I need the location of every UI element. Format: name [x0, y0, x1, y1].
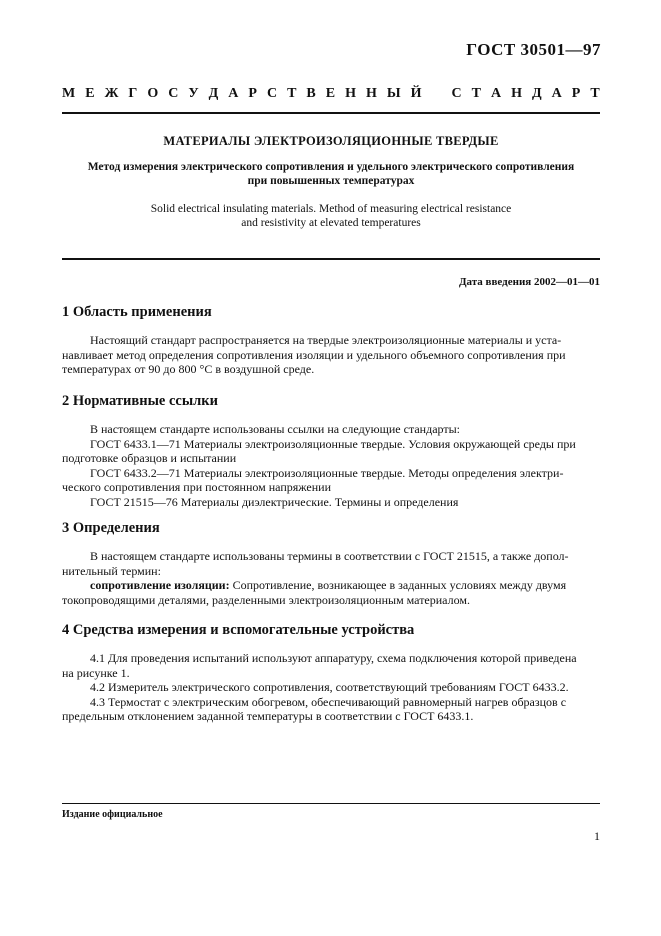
- banner-letter: С: [168, 86, 179, 101]
- english-title-line: and resistivity at elevated temperatures: [241, 217, 421, 229]
- title-rule: [62, 258, 600, 260]
- banner-letter: Н: [366, 86, 377, 101]
- banner-letter: Н: [345, 86, 356, 101]
- banner-letter: А: [491, 86, 502, 101]
- banner-letter: А: [551, 86, 562, 101]
- document-title: МАТЕРИАЛЫ ЭЛЕКТРОИЗОЛЯЦИОННЫЕ ТВЕРДЫЕ: [163, 134, 499, 148]
- section-1-text-line: Настоящий стандарт распространяется на твердые электроизоляционные материалы и уста-: [90, 333, 562, 347]
- banner-letter: Е: [85, 86, 95, 101]
- banner-letter: С: [451, 86, 462, 101]
- section-1-heading: 1 Область применения: [62, 304, 212, 320]
- banner-letter: Й: [410, 86, 422, 101]
- section-2-text-line: В настоящем стандарте использованы ссылки на следующие стандарты:: [90, 422, 461, 436]
- section-4-text-line: предельным отклонением заданной температуры в соответствии с ГОСТ 6433.1.: [62, 709, 474, 723]
- section-3-text-line: В настоящем стандарте использованы термины в соответствии с ГОСТ 21515, а также допол-: [90, 549, 569, 563]
- header-rule: [62, 112, 600, 114]
- banner-letter: У: [188, 86, 199, 101]
- english-title-line: Solid electrical insulating materials. Method of measuring electrical resistance: [150, 203, 512, 215]
- section-4-text-line: 4.1 Для проведения испытаний используют аппаратуру, схема подключения которой приведена: [90, 651, 577, 665]
- section-1-text-line: температурах от 90 до 800 °С в воздушной среде.: [62, 362, 315, 376]
- subtitle-line: при повышенных температурах: [247, 175, 415, 187]
- defined-term: сопротивление изоляции:: [90, 578, 230, 592]
- page-number: 1: [594, 829, 600, 843]
- banner-letter: Т: [471, 86, 481, 101]
- interstate-standard-banner: [62, 86, 600, 102]
- section-2-heading: 2 Нормативные ссылки: [62, 393, 218, 409]
- section-2-reference-line: ческого сопротивления при постоянном напряжении: [62, 480, 332, 494]
- section-4-text-line: на рисунке 1.: [62, 665, 130, 680]
- section-3-definition-line: [62, 578, 628, 593]
- introduction-date: Дата введения 2002—01—01: [458, 276, 600, 288]
- official-edition-label: Издание официальное: [62, 809, 163, 820]
- banner-letter: Д: [532, 86, 542, 101]
- section-1-text-line: навливает метод определения сопротивления изоляции и удельного объемного сопротивления при: [62, 347, 566, 362]
- banner-letter: Р: [248, 86, 257, 101]
- section-4-text-line: 4.2 Измеритель электрического сопротивления, соответствующий требованиям ГОСТ 6433.2.: [90, 680, 569, 694]
- banner-letter: О: [147, 86, 159, 101]
- section-2-reference-line: подготовке образцов и испытании: [62, 451, 237, 465]
- banner-letter: Е: [325, 86, 336, 101]
- section-2-reference-line: ГОСТ 6433.1—71 Материалы электроизоляционные твердые. Условия окружающей среды при: [90, 436, 576, 451]
- section-3-text-line: нительный термин:: [62, 563, 161, 578]
- footer-rule: [62, 803, 600, 804]
- banner-letter: В: [306, 86, 316, 101]
- definition-text: Сопротивление, возникающее в заданных условиях между двумя: [229, 578, 567, 592]
- banner-letter: Ы: [386, 86, 401, 101]
- english-title: [62, 202, 600, 230]
- banner-letter: Р: [571, 86, 581, 101]
- section-3-heading: 3 Определения: [62, 520, 160, 536]
- section-4-heading: 4 Средства измерения и вспомогательные устройства: [62, 622, 415, 638]
- section-2-reference-line: ГОСТ 21515—76 Материалы диэлектрические. Термины и определения: [90, 494, 459, 509]
- banner-letter: М: [62, 86, 76, 101]
- banner-letter: Ж: [104, 86, 119, 101]
- section-3-text-line: токопроводящими деталями, разделенными электроизоляционным материалом.: [62, 592, 470, 607]
- document-subtitle: [62, 160, 600, 188]
- banner-letter: С: [266, 86, 278, 101]
- standard-number: ГОСТ 30501—97: [466, 40, 601, 59]
- subtitle-line: Метод измерения электрического сопротивления и удельного электрического сопротивления: [87, 161, 575, 173]
- section-2-reference-line: ГОСТ 6433.2—71 Материалы электроизоляционные твердые. Методы определения электри-: [90, 465, 564, 480]
- banner-letter: Н: [511, 86, 523, 101]
- banner-letter: Д: [208, 86, 219, 101]
- banner-letter: Т: [590, 86, 600, 101]
- banner-letter: Г: [128, 86, 138, 101]
- banner-letter: А: [228, 86, 239, 101]
- banner-letter: Т: [287, 86, 297, 101]
- section-4-text-line: 4.3 Термостат с электрическим обогревом, обеспечивающий равномерный нагрев образцов с: [90, 694, 567, 709]
